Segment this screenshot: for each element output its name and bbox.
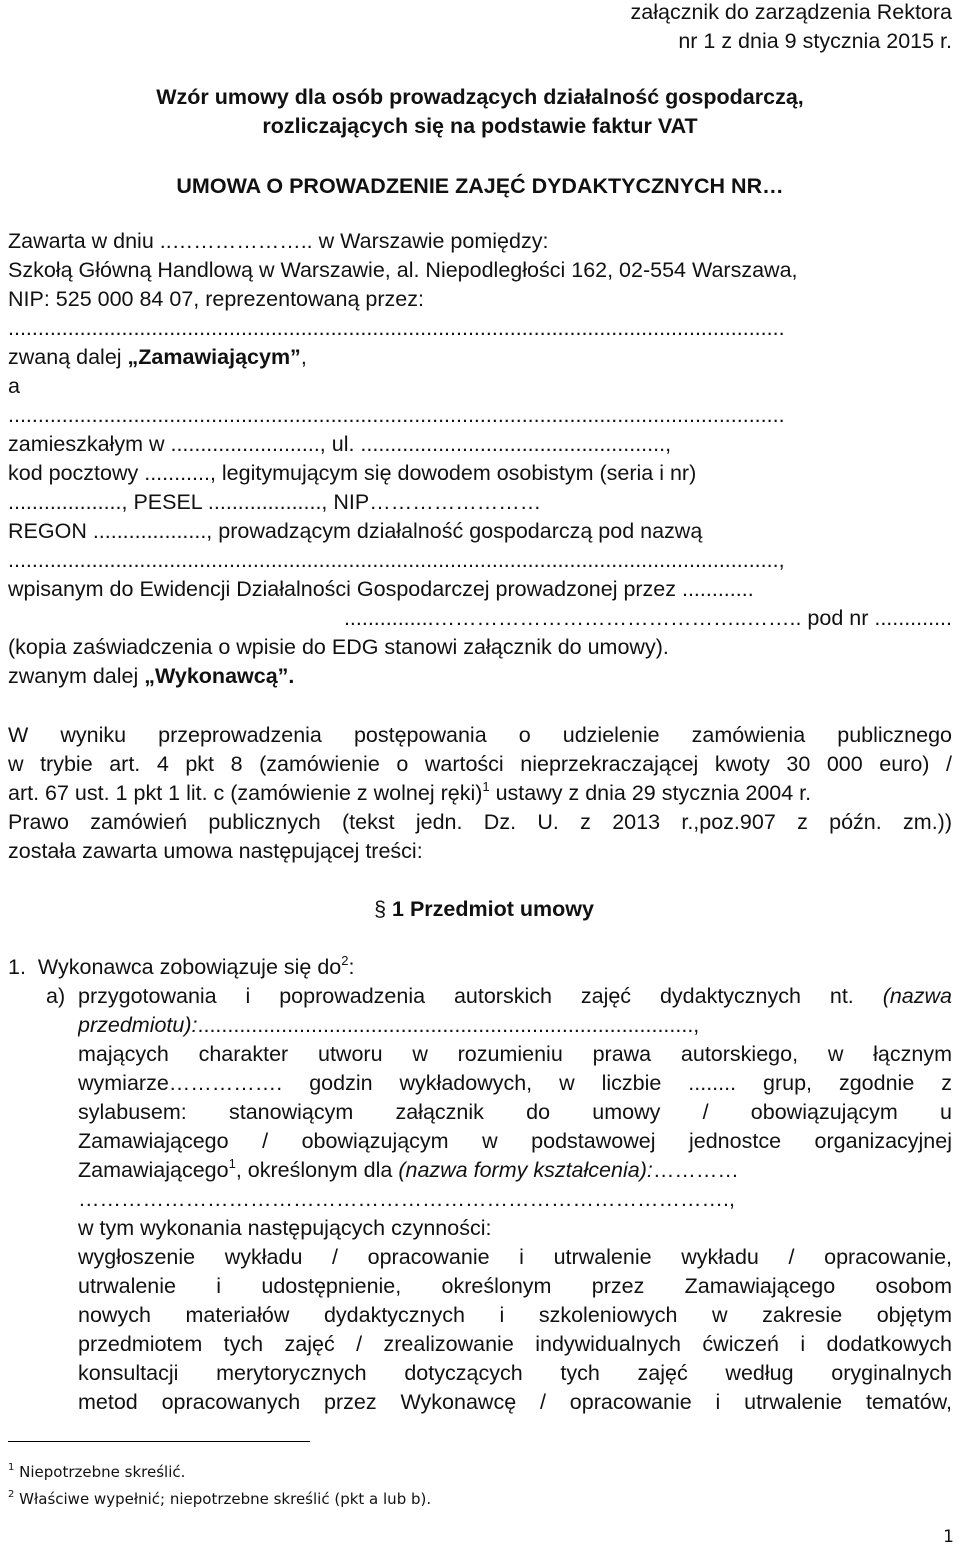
edg-registry-line: wpisanym do Ewidencji Działalności Gospodarczej prowadzonej przez ............ xyxy=(8,577,754,601)
footnote-2 xyxy=(8,1489,431,1509)
item-1a-line7 xyxy=(78,1156,952,1185)
school-address: Szkołą Główną Handlową w Warszawie, al. Niepodległości 162, 02-554 Warszawa, xyxy=(8,258,798,282)
item-1a-line4: wymiarze……………. godzin wykładowych, w liczbie ........ grup, zgodnie z xyxy=(78,1071,952,1095)
contractor-alias-name: „Wykonawcą”. xyxy=(144,664,295,688)
footnote-ref-1b: 1 xyxy=(228,1156,236,1171)
section-sign: § xyxy=(374,897,387,921)
edg-number-line: ...............……………………………………..…….. pod nr ............. xyxy=(343,606,952,630)
document-title-line2: rozliczających się na podstawie faktur VAT xyxy=(262,114,698,138)
contractor-alias-line xyxy=(8,662,952,691)
item-1a-subject-label: (nazwa xyxy=(882,984,952,1008)
footnote-2-number: 2 xyxy=(8,1489,15,1500)
preamble-line2: w trybie art. 4 pkt 8 (zamówienie o wartości nieprzekraczającej kwoty 30 000 euro) / xyxy=(8,752,952,776)
section-1-title: 1 Przedmiot umowy xyxy=(392,897,594,921)
item-1a-line10: wygłoszenie wykładu / opracowanie i utrwalenie wykładu / opracowanie, xyxy=(78,1245,952,1269)
preamble-line3 xyxy=(8,779,952,808)
attachment-note-line1: załącznik do zarządzenia Rektora xyxy=(630,0,952,24)
item-1-text: Wykonawca zobowiązuje się do xyxy=(37,955,342,979)
ordering-party-line xyxy=(8,343,952,372)
ordering-party-suffix: , xyxy=(300,345,307,369)
edg-copy-note: (kopia zaświadczenia o wpisie do EDG stanowi załącznik do umowy). xyxy=(8,635,669,659)
footnote-1-number: 1 xyxy=(8,1462,15,1473)
school-nip: NIP: 525 000 84 07, reprezentowaną przez: xyxy=(8,287,424,311)
footnote-ref-1: 1 xyxy=(482,779,490,794)
contractor-regon: REGON ..................., prowadzącym działalność gospodarczą pod nazwą xyxy=(8,519,703,543)
ordering-party-name: „Zamawiającym” xyxy=(127,345,301,369)
page-number: 1 xyxy=(943,1527,954,1547)
preamble-line3-text: art. 67 ust. 1 pkt 1 lit. c (zamówienie z wolnej ręki) xyxy=(8,781,483,805)
section-1-heading xyxy=(0,895,960,924)
footnote-1 xyxy=(8,1462,185,1482)
preamble-line3-tail: ustawy z dnia 29 stycznia 2004 r. xyxy=(489,781,812,805)
footnote-ref-2: 2 xyxy=(341,953,349,968)
item-1a-line14: konsultacji merytorycznych dotyczących tych zajęć według oryginalnych xyxy=(78,1361,952,1385)
item-1a-line1 xyxy=(78,982,952,1011)
item-1a-line8: ………………………………………………………………………………., xyxy=(78,1187,735,1211)
preamble-line1: W wyniku przeprowadzenia postępowania o udzielenie zamówienia publicznego xyxy=(8,723,952,747)
item-1a-line1-text: przygotowania i poprowadzenia autorskich zajęć dydaktycznych nt. xyxy=(78,984,883,1008)
item-1-number: 1. xyxy=(8,955,26,979)
representative-blank: .................................................................................................................................. xyxy=(8,316,785,340)
item-1a-line6: Zamawiającego / obowiązującym w podstawowej jednostce organizacyjnej xyxy=(78,1129,952,1153)
item-1a-line13: przedmiotem tych zajęć / zrealizowanie indywidualnych ćwiczeń i dodatkowych xyxy=(78,1332,952,1356)
preamble-line4: Prawo zamówień publicznych (tekst jedn. Dz. U. z 2013 r.,poz.907 z późn. zm.)) xyxy=(8,810,952,834)
item-1a-subject-blank: ..................................................................................., xyxy=(197,1013,700,1037)
item-1a-line12: nowych materiałów dydaktycznych i szkoleniowych w zakresie objętym xyxy=(78,1303,952,1327)
preamble-line5: została zawarta umowa następującej treści: xyxy=(8,839,423,863)
business-name-blank: ................................................................................................................................., xyxy=(8,548,785,572)
item-1a-line2 xyxy=(78,1011,952,1040)
ordering-party-prefix: zwaną dalej xyxy=(8,345,128,369)
item-1a-subject-label-cont: przedmiotu): xyxy=(78,1013,198,1037)
footnote-2-text: Właściwe wypełnić; niepotrzebne skreślić (pkt a lub b). xyxy=(19,1490,432,1508)
item-1a-line9: w tym wykonania następujących czynności: xyxy=(78,1216,492,1240)
contractor-name-blank: .................................................................................................................................. xyxy=(8,403,785,427)
item-1a-form-blank: ………… xyxy=(652,1158,739,1182)
item-1a-line15: metod opracowanych przez Wykonawcę / opracowanie i utrwalenie tematów, xyxy=(78,1390,952,1414)
item-1a-line5: sylabusem: stanowiącym załącznik do umowy / obowiązującym u xyxy=(78,1100,952,1124)
item-1a-form-label: (nazwa formy kształcenia): xyxy=(398,1158,653,1182)
contractor-postcode-id: kod pocztowy ..........., legitymującym się dowodem osobistym (seria i nr) xyxy=(8,461,697,485)
contractor-pesel-nip: ..................., PESEL ..................., NIP…………………… xyxy=(8,490,542,514)
contract-title: UMOWA O PROWADZENIE ZAJĘĆ DYDAKTYCZNYCH NR… xyxy=(176,174,784,198)
attachment-note-line2: nr 1 z dnia 9 stycznia 2015 r. xyxy=(678,29,952,53)
item-1 xyxy=(8,953,952,982)
document-title-line1: Wzór umowy dla osób prowadzących działalność gospodarczą, xyxy=(156,85,804,109)
item-1a-label: a) xyxy=(46,984,66,1008)
footnote-separator xyxy=(8,1441,310,1442)
item-1a-line7-text: Zamawiającego xyxy=(78,1158,229,1182)
contractor-residence: zamieszkałym w ........................., ul. ..................................................., xyxy=(8,432,672,456)
item-1-colon: : xyxy=(348,955,355,979)
footnote-1-text: Niepotrzebne skreślić. xyxy=(19,1463,186,1481)
contractor-alias-prefix: zwanym dalej xyxy=(8,664,145,688)
item-1a-line11: utrwalenie i udostępnienie, określonym przez Zamawiającego osobom xyxy=(78,1274,952,1298)
conjunction-a: a xyxy=(8,374,20,398)
contract-date-line: Zawarta w dniu ..……………….. w Warszawie pomiędzy: xyxy=(8,229,549,253)
item-1a-line3: mających charakter utworu w rozumieniu prawa autorskiego, w łącznym xyxy=(78,1042,952,1066)
item-1a-line7-mid: , określonym dla xyxy=(235,1158,399,1182)
